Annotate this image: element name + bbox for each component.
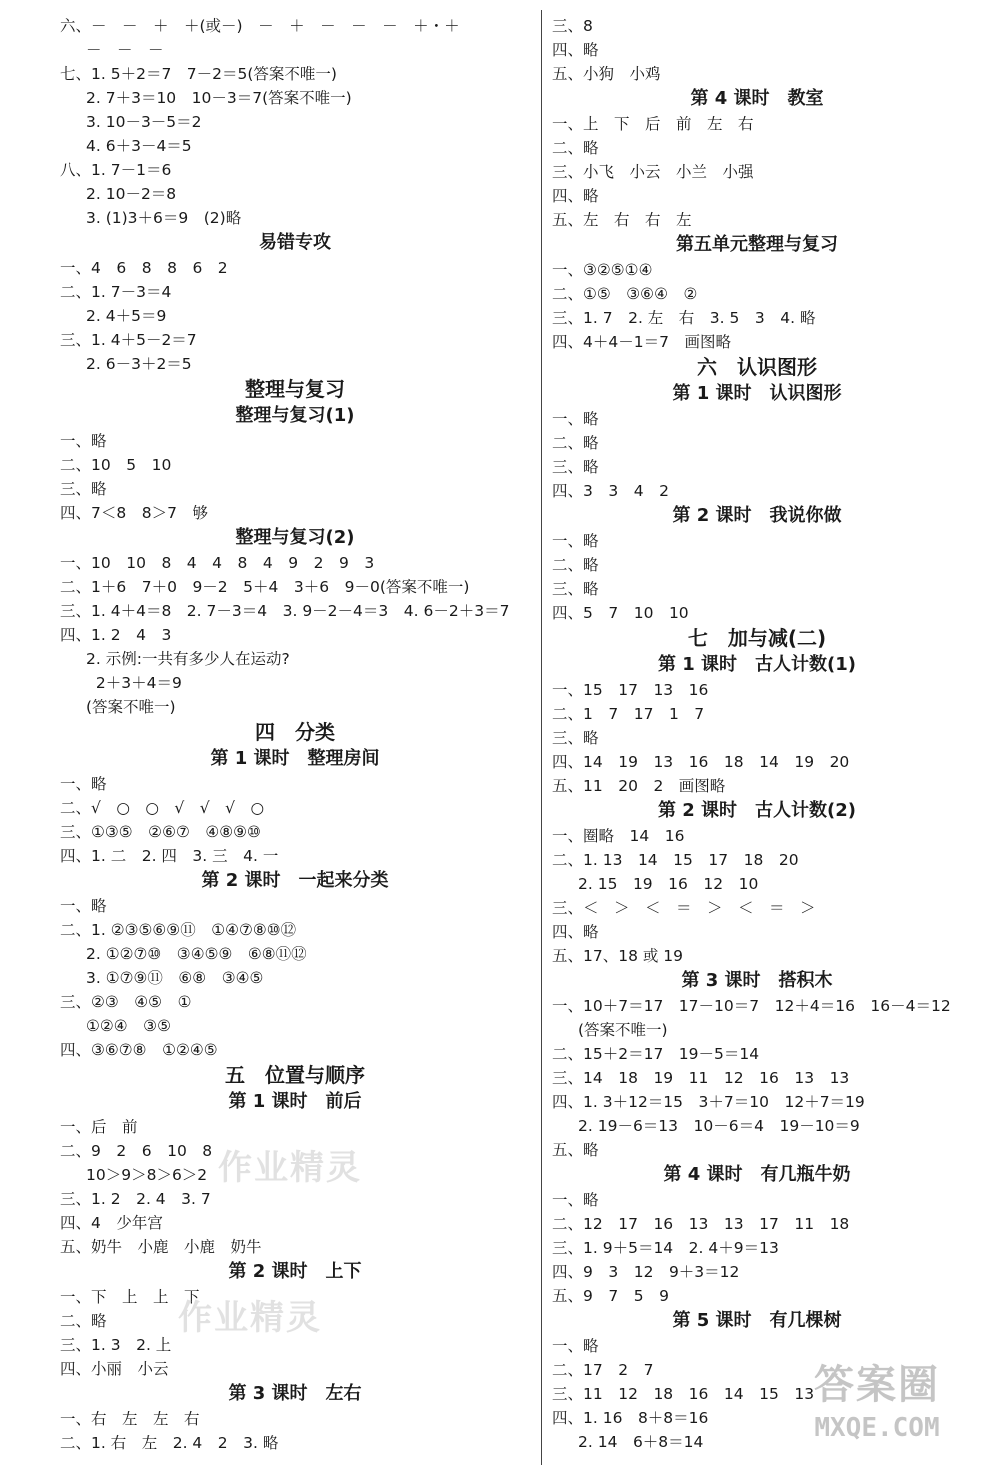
answer-line: 三、＜ ＞ ＜ ＝ ＞ ＜ ＝ ＞ — [552, 899, 816, 917]
answer-line: 二、10 5 10 — [60, 456, 172, 474]
answer-line: 四、7＜8 8＞7 够 — [60, 504, 208, 522]
answer-line: 四、4＋4－1＝7 画图略 — [552, 333, 731, 351]
answer-line: 三、1. 9＋5＝14 2. 4＋9＝13 — [552, 1239, 779, 1257]
answer-line: 五、11 20 2 画图略 — [552, 777, 726, 795]
answer-line: 五、小狗 小鸡 — [552, 65, 661, 83]
answer-line: (答案不唯一) — [578, 1021, 668, 1039]
watermark-logo-text: 答案圈 — [814, 1362, 940, 1408]
answer-line: 一、略 — [552, 1337, 599, 1355]
answer-line: 二、1. ②③⑤⑥⑨⑪ ①④⑦⑧⑩⑫ — [60, 921, 297, 939]
answer-line: 二、17 2 7 — [552, 1361, 654, 1379]
answer-line: 三、1. 7 2. 左 右 3. 5 3 4. 略 — [552, 309, 816, 327]
answer-line: 2. 4＋5＝9 — [86, 307, 167, 325]
answer-line: 2＋3＋4＝9 — [86, 674, 182, 692]
answer-line: 三、1. 4＋5－2＝7 — [60, 331, 197, 349]
section-title: 整理与复习 — [245, 377, 345, 401]
right-column — [552, 14, 962, 1454]
answer-line: 三、略 — [552, 458, 599, 476]
answer-line: 二、1. 右 左 2. 4 2 3. 略 — [60, 1434, 279, 1452]
section-title: 第 1 课时 整理房间 — [210, 748, 380, 769]
answer-line: 四、1. 二 2. 四 3. 三 4. 一 — [60, 847, 279, 865]
answer-line: 2. 10－2＝8 — [86, 185, 177, 203]
answer-line: 2. 7＋3＝10 10－3＝7(答案不唯一) — [86, 89, 352, 107]
answer-line: 三、略 — [60, 480, 107, 498]
answer-line: 一、略 — [552, 1191, 599, 1209]
section-title: 第五单元整理与复习 — [676, 234, 838, 255]
section-title: 第 5 课时 有几棵树 — [672, 1310, 842, 1331]
answer-line: 一、上 下 后 前 左 右 — [552, 115, 754, 133]
answer-line: 四、1. 3＋12＝15 3＋7＝10 12＋7＝19 — [552, 1093, 865, 1111]
answer-line: 四、略 — [552, 187, 599, 205]
answer-line: 二、略 — [552, 434, 599, 452]
answer-line: 五、17、18 或 19 — [552, 947, 684, 965]
answer-line: ①②④ ③⑤ — [86, 1017, 171, 1035]
answer-line: 二、1 7 17 1 7 — [552, 705, 705, 723]
answer-line: 三、14 18 19 11 12 16 13 13 — [552, 1069, 850, 1087]
section-title: 第 1 课时 古人计数(1) — [657, 654, 857, 675]
answer-line: 一、10 10 8 4 4 8 4 9 2 9 3 — [60, 554, 375, 572]
watermark-text: 作业精灵 — [178, 1298, 322, 1338]
answer-line: 2. 19－6＝13 10－6＝4 19－10＝9 — [578, 1117, 860, 1135]
answer-line: 3. 10－3－5＝2 — [86, 113, 202, 131]
answer-line: 四、9 3 12 9＋3＝12 — [552, 1263, 740, 1281]
answer-line: 一、圈略 14 16 — [552, 827, 685, 845]
answer-line: 2. 示例:一共有多少人在运动? — [86, 650, 290, 668]
section-title: 第 2 课时 古人计数(2) — [657, 800, 857, 821]
answer-line: 二、1＋6 7＋0 9－2 5＋4 3＋6 9－0(答案不唯一) — [60, 578, 470, 596]
section-title: 第 1 课时 前后 — [228, 1091, 362, 1112]
section-title: 第 4 课时 教室 — [690, 88, 824, 109]
answer-line: 一、15 17 13 16 — [552, 681, 709, 699]
section-title: 第 3 课时 搭积木 — [681, 970, 833, 991]
answer-line: 四、略 — [552, 923, 599, 941]
answer-line: 一、4 6 8 8 6 2 — [60, 259, 228, 277]
answer-line: 三、略 — [552, 729, 599, 747]
answer-line: 一、下 上 上 下 — [60, 1288, 200, 1306]
answer-line: 2. ①②⑦⑩ ③④⑤⑨ ⑥⑧⑪⑫ — [86, 945, 307, 963]
answer-line: 一、略 — [60, 432, 107, 450]
answer-line: 八、1. 7－1＝6 — [60, 161, 172, 179]
section-title: 四 分类 — [255, 720, 335, 744]
answer-line: 四、4 少年宫 — [60, 1214, 163, 1232]
answer-line: 二、15＋2＝17 19－5＝14 — [552, 1045, 760, 1063]
section-title: 第 2 课时 一起来分类 — [201, 870, 389, 891]
answer-line: 二、12 17 16 13 13 17 11 18 — [552, 1215, 850, 1233]
answer-line: 3. ①⑦⑨⑪ ⑥⑧ ③④⑤ — [86, 969, 264, 987]
watermark-logo — [772, 1359, 982, 1459]
section-title: 六 认识图形 — [697, 355, 817, 379]
answer-line: 二、略 — [60, 1312, 107, 1330]
answer-line: 二、1. 7－3＝4 — [60, 283, 172, 301]
answer-line: 四、略 — [552, 41, 599, 59]
section-title: 整理与复习(2) — [235, 527, 355, 548]
section-title: 五 位置与顺序 — [225, 1063, 365, 1087]
answer-line: 一、右 左 左 右 — [60, 1410, 200, 1428]
section-title: 第 4 课时 有几瓶牛奶 — [663, 1164, 851, 1185]
answer-line: 四、5 7 10 10 — [552, 604, 689, 622]
answer-line: 七、1. 5＋2＝7 7－2＝5(答案不唯一) — [60, 65, 337, 83]
answer-line: 三、1. 4＋4＝8 2. 7－3＝4 3. 9－2－4＝3 4. 6－2＋3＝7 — [60, 602, 510, 620]
answer-line: 三、①③⑤ ②⑥⑦ ④⑧⑨⑩ — [60, 823, 261, 841]
answer-line: 三、1. 2 2. 4 3. 7 — [60, 1190, 211, 1208]
answer-line: 四、3 3 4 2 — [552, 482, 669, 500]
answer-line: 三、8 — [552, 17, 593, 35]
answer-line: 一、略 — [60, 897, 107, 915]
answer-line: 五、略 — [552, 1141, 599, 1159]
section-title: 七 加与减(二) — [687, 626, 827, 650]
answer-line: 2. 15 19 16 12 10 — [578, 875, 759, 893]
answer-line: 四、小丽 小云 — [60, 1360, 169, 1378]
watermark-text: 作业精灵 — [218, 1148, 362, 1188]
section-title: 易错专攻 — [259, 232, 331, 253]
answer-line: 五、9 7 5 9 — [552, 1287, 669, 1305]
answer-line: 四、14 19 13 16 18 14 19 20 — [552, 753, 850, 771]
answer-line: 10＞9＞8＞6＞2 — [86, 1166, 208, 1184]
answer-line: 二、√ ○ ○ √ √ √ ○ — [60, 799, 265, 817]
answer-line: 六、－ － ＋ ＋(或－) － ＋ － － － ＋・＋ — [60, 17, 460, 35]
answer-line: 三、略 — [552, 580, 599, 598]
answer-line: 一、略 — [552, 410, 599, 428]
answer-line: 3. (1)3＋6＝9 (2)略 — [86, 209, 242, 227]
answer-line: 四、③⑥⑦⑧ ①②④⑤ — [60, 1041, 218, 1059]
answer-line: 2. 6－3＋2＝5 — [86, 355, 192, 373]
left-column — [60, 14, 530, 1455]
answer-line: (答案不唯一) — [86, 698, 176, 716]
answer-line: 2. 14 6＋8＝14 — [578, 1433, 704, 1451]
section-title: 第 2 课时 我说你做 — [672, 505, 842, 526]
answer-line: 一、10＋7＝17 17－10＝7 12＋4＝16 16－4＝12 — [552, 997, 951, 1015]
answer-line: 一、③②⑤①④ — [552, 261, 653, 279]
answer-line: 四、1. 16 8＋8＝16 — [552, 1409, 709, 1427]
answer-line: 二、略 — [552, 556, 599, 574]
answer-line: 四、1. 2 4 3 — [60, 626, 172, 644]
answer-line: 三、②③ ④⑤ ① — [60, 993, 192, 1011]
answer-line: 五、左 右 右 左 — [552, 211, 692, 229]
answer-line: 4. 6＋3－4＝5 — [86, 137, 192, 155]
column-divider — [541, 10, 542, 1465]
answer-line: 二、1. 13 14 15 17 18 20 — [552, 851, 799, 869]
answer-line: 二、①⑤ ③⑥④ ② — [552, 285, 698, 303]
answer-line: 三、小飞 小云 小兰 小强 — [552, 163, 754, 181]
answer-line: 五、奶牛 小鹿 小鹿 奶牛 — [60, 1238, 262, 1256]
answer-line: 二、略 — [552, 139, 599, 157]
section-title: 整理与复习(1) — [235, 405, 355, 426]
answer-line: 一、后 前 — [60, 1118, 138, 1136]
watermark-logo-url: MXQE.COM — [814, 1413, 940, 1443]
answer-line: 一、略 — [552, 532, 599, 550]
section-title: 第 3 课时 左右 — [228, 1383, 362, 1404]
answer-line: 二、9 2 6 10 8 — [60, 1142, 213, 1160]
answer-line: － － － — [86, 41, 164, 59]
answer-line: 三、11 12 18 16 14 15 13 — [552, 1385, 815, 1403]
answer-line: 一、略 — [60, 775, 107, 793]
section-title: 第 1 课时 认识图形 — [672, 383, 842, 404]
answer-line: 三、1. 3 2. 上 — [60, 1336, 172, 1354]
section-title: 第 2 课时 上下 — [228, 1261, 362, 1282]
